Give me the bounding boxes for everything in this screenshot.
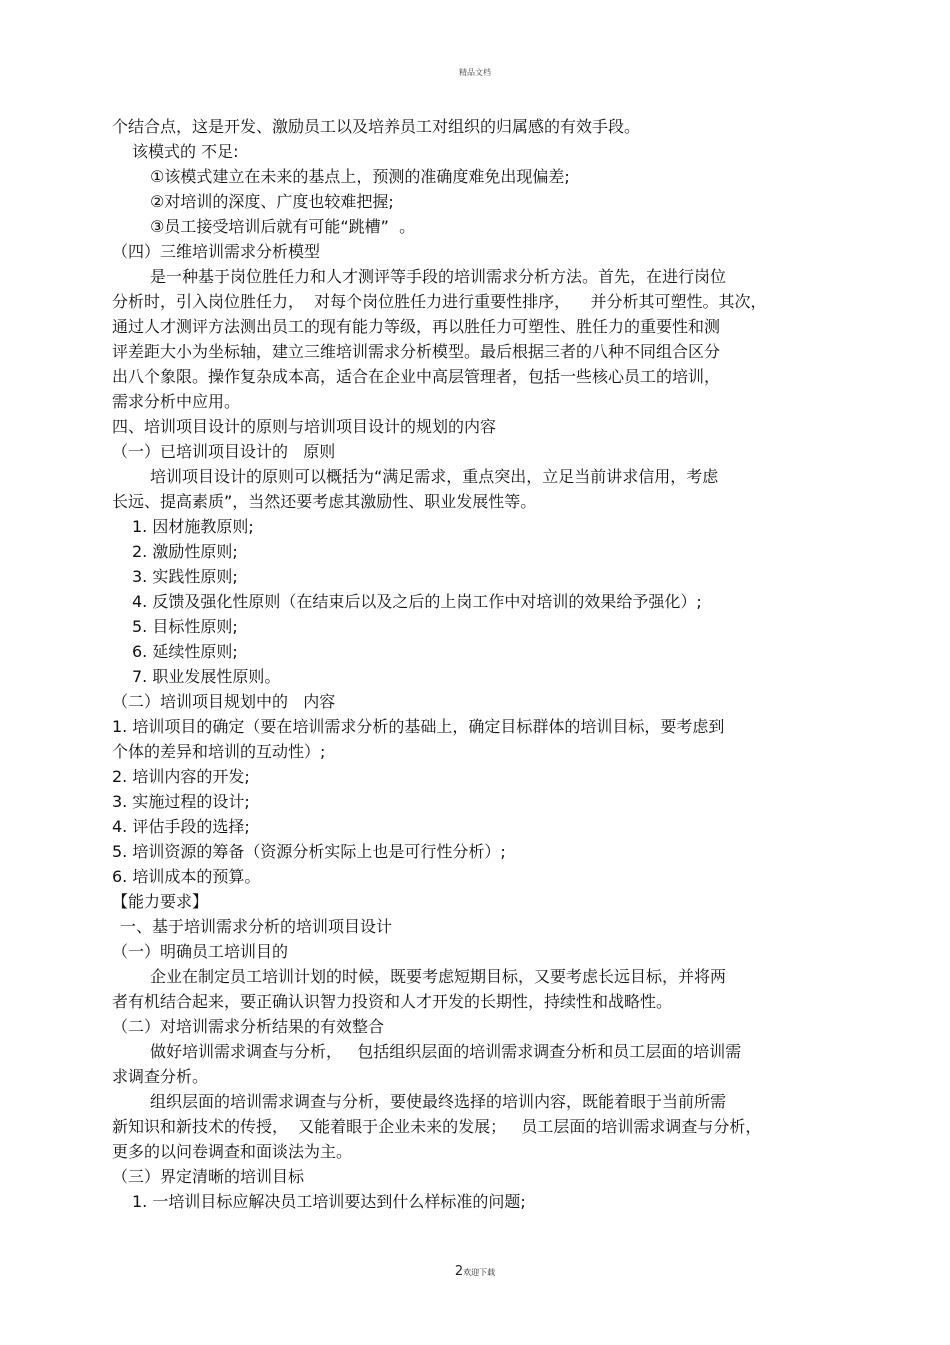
text-line: 1. 一培训目标应解决员工培训要达到什么样标准的问题; [132, 1192, 526, 1211]
text-line: 该模式的 不足: [132, 142, 239, 161]
text-line: （三）界定清晰的培训目标 [112, 1167, 305, 1186]
text-line: 需求分析中应用。 [112, 392, 241, 411]
text-line: 分析时，引入岗位胜任力， 对每个岗位胜任力进行重要性排序， 并分析其可塑性。其次， [112, 292, 767, 311]
text-line: （四）三维培训需求分析模型 [112, 242, 321, 261]
text-line: 组织层面的培训需求调查与分析，要使最终选择的培训内容，既能着眼于当前所需 [150, 1092, 727, 1111]
page-footer [0, 1260, 950, 1279]
text-line: 更多的以问卷调查和面谈法为主。 [112, 1142, 353, 1161]
text-line: 3. 实践性原则; [132, 567, 238, 586]
footer-text: 欢迎下载 [463, 1268, 496, 1277]
header-watermark: 精品文档 [459, 68, 491, 77]
text-line: 7. 职业发展性原则。 [132, 667, 281, 686]
text-line: 6. 培训成本的预算。 [112, 867, 261, 886]
text-line: 个体的差异和培训的互动性）; [112, 742, 326, 761]
text-line: 6. 延续性原则; [132, 642, 238, 661]
text-line: 做好培训需求调查与分析， 包括组织层面的培训需求调查分析和员工层面的培训需 [150, 1042, 742, 1061]
text-line: 1. 因材施教原则; [132, 517, 254, 536]
text-line: （二）对培训需求分析结果的有效整合 [112, 1017, 385, 1036]
document-body [112, 114, 832, 1214]
text-line: 一、基于培训需求分析的培训项目设计 [120, 917, 393, 936]
text-line: （一）明确员工培训目的 [112, 942, 289, 961]
text-line: 1. 培训项目的确定（要在培训需求分析的基础上，确定目标群体的培训目标，要考虑到 [112, 717, 725, 736]
text-line: ①该模式建立在未来的基点上，预测的准确度难免出现偏差; [150, 167, 570, 186]
text-line: 2. 培训内容的开发; [112, 767, 250, 786]
text-line: 是一种基于岗位胜任力和人才测评等手段的培训需求分析方法。首先，在进行岗位 [150, 267, 727, 286]
text-line: 培训项目设计的原则可以概括为“满足需求，重点突出，立足当前讲求信用，考虑 [150, 467, 719, 486]
text-line: （二）培训项目规划中的 内容 [112, 692, 336, 711]
text-line: 新知识和新技术的传授， 又能着眼于企业未来的发展； 员工层面的培训需求调查与分析， [112, 1117, 762, 1136]
text-line: （一）已培训项目设计的 原则 [112, 442, 336, 461]
text-line: 2. 激励性原则; [132, 542, 238, 561]
text-line: 出八个象限。操作复杂成本高，适合在企业中高层管理者，包括一些核心员工的培训， [112, 367, 721, 386]
text-line: 四、培训项目设计的原则与培训项目设计的规划的内容 [112, 417, 497, 436]
text-line: 3. 实施过程的设计; [112, 792, 250, 811]
text-line: 4. 反馈及强化性原则（在结束后以及之后的上岗工作中对培训的效果给予强化）; [132, 592, 702, 611]
text-line: 5. 目标性原则; [132, 617, 238, 636]
text-line: 5. 培训资源的筹备（资源分析实际上也是可行性分析）; [112, 842, 506, 861]
text-line: ③员工接受培训后就有可能“跳槽” 。 [150, 217, 416, 236]
text-line: 评差距大小为坐标轴，建立三维培训需求分析模型。最后根据三者的八种不同组合区分 [112, 342, 721, 361]
text-line: 【能力要求】 [112, 892, 209, 911]
text-line: 者有机结合起来，要正确认识智力投资和人才开发的长期性，持续性和战略性。 [112, 992, 673, 1011]
text-line: 通过人才测评方法测出员工的现有能力等级，再以胜任力可塑性、胜任力的重要性和测 [112, 317, 721, 336]
text-line: 求调查分析。 [112, 1067, 209, 1086]
text-line: ②对培训的深度、广度也较难把握; [150, 192, 394, 211]
page-number: 2 [454, 1264, 464, 1279]
text-line: 企业在制定员工培训计划的时候，既要考虑短期目标，又要考虑长远目标，并将两 [150, 967, 727, 986]
text-line: 4. 评估手段的选择; [112, 817, 250, 836]
text-line: 个结合点，这是开发、激励员工以及培养员工对组织的归属感的有效手段。 [112, 117, 641, 136]
text-line: 长远、提高素质”，当然还要考虑其激励性、职业发展性等。 [112, 492, 537, 511]
